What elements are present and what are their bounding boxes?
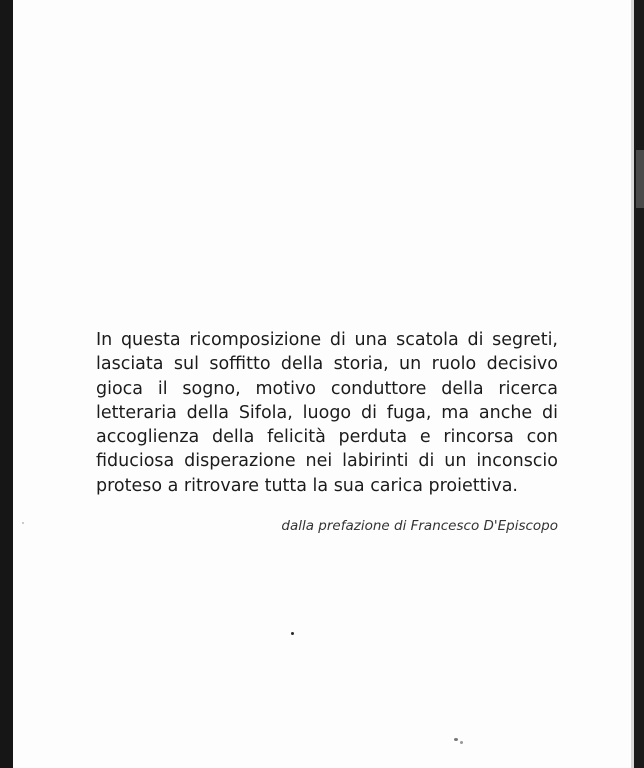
blurb-line: proteso a ritrovare tutta la sua carica proiettiva. (96, 475, 518, 496)
dust-speck (291, 632, 294, 635)
blurb-line: In questa ricomposizione di una scatola di segreti, (96, 330, 558, 350)
dust-speck (460, 741, 463, 744)
dust-speck (454, 738, 458, 741)
scan-left-border (0, 0, 13, 768)
blurb-paragraph (96, 328, 558, 498)
preface-attribution: dalla prefazione di Francesco D'Episcopo (281, 518, 558, 534)
blurb-line: accoglienza della felicità perduta e rincorsa con (96, 427, 558, 448)
blurb-line: fiduciosa disperazione nei labirinti di un inconscio (96, 451, 558, 472)
scan-right-border-notch (636, 150, 644, 208)
blurb-line: gioca il sogno, motivo conduttore della ricerca (96, 378, 558, 399)
scan-right-border (634, 0, 644, 768)
blurb-line: letteraria della Sifola, luogo di fuga, ma anche di (96, 402, 558, 423)
blurb-line: lasciata sul soffitto della storia, un ruolo decisivo (96, 354, 558, 375)
dust-speck (22, 522, 24, 524)
